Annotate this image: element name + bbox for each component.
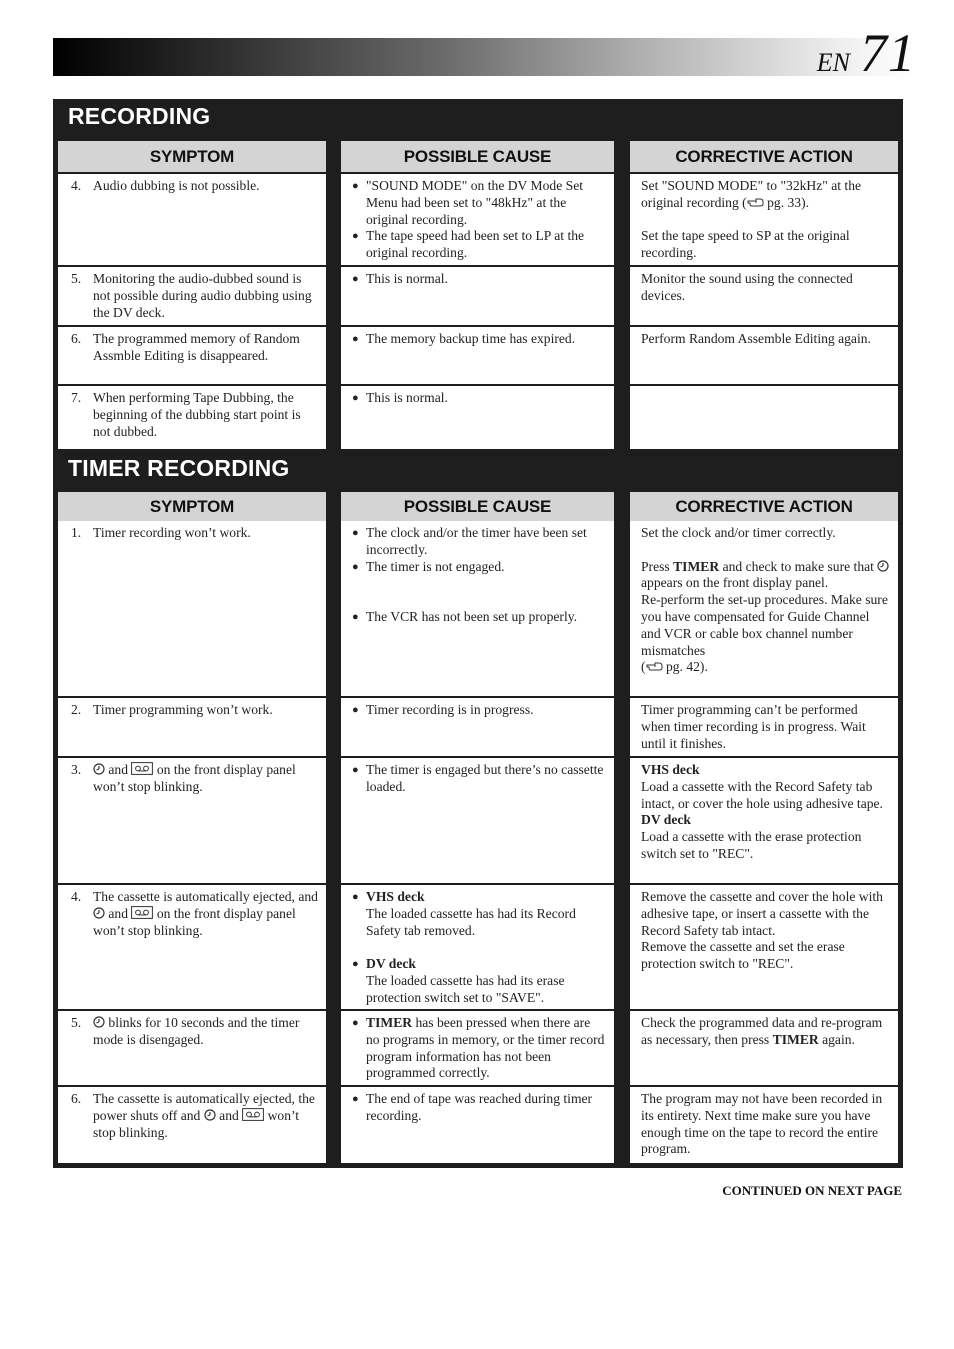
action-text (641, 178, 890, 212)
bullet-icon: ● (352, 704, 359, 716)
symptom-cell (58, 174, 326, 265)
action-text: ( pg. 42). (641, 659, 708, 675)
cause-cell (341, 521, 614, 696)
action-text: Set the clock and/or timer correctly. (641, 525, 836, 540)
cause-cell (341, 758, 614, 883)
header-symptom: SYMPTOM (58, 492, 326, 521)
cause-cell (341, 327, 614, 384)
action-cell (630, 327, 898, 384)
timer-recording-section (53, 451, 903, 1168)
cause-text: The memory backup time has expired. (366, 331, 576, 346)
action-text (641, 559, 890, 593)
clock-icon (204, 1109, 216, 1121)
pointing-hand-icon (646, 661, 663, 672)
page-reference: pg. 42). (665, 659, 708, 675)
action-text (641, 1015, 890, 1049)
section-title-timer-recording: TIMER RECORDING (68, 455, 290, 481)
action-cell (630, 698, 898, 756)
dv-deck-heading: DV deck (366, 956, 416, 972)
action-text-part: and check to make sure that (719, 558, 878, 574)
symptom-cell (58, 386, 326, 449)
cassette-icon (131, 906, 153, 919)
symptom-text (93, 762, 318, 796)
pointing-hand-icon (747, 197, 764, 208)
symptom-text-part: and (105, 905, 132, 921)
cause-text: This is normal. (366, 271, 448, 286)
cause-text-part: The loaded cassette has had its Record Safety tab removed. (366, 905, 576, 938)
action-text: Load a cassette with the erase protection switch set to "REC". (641, 829, 862, 861)
symptom-cell (58, 758, 326, 883)
symptom-text: Timer programming won’t work. (93, 702, 273, 717)
symptom-text: When performing Tape Dubbing, the beginning of the dubbing start point is not dubbed. (93, 390, 301, 439)
cause-text: The tape speed had been set to LP at the original recording. (366, 228, 585, 261)
cause-text: The timer is not engaged. (366, 558, 505, 574)
symptom-cell (58, 1011, 326, 1085)
bullet-icon: ● (352, 333, 359, 345)
symptom-text: Audio dubbing is not possible. (93, 178, 260, 193)
action-text-part: Check the programmed data and re-program as necessary, then press (641, 1015, 883, 1047)
symptom-cell (58, 885, 326, 1009)
bullet-icon: ● (352, 392, 359, 404)
vhs-deck-heading: VHS deck (366, 889, 425, 904)
cause-text (366, 956, 606, 1006)
symptom-text-part: The cassette is automatically ejected, and (93, 889, 318, 904)
symptom-text-part: and (219, 1107, 243, 1123)
action-cell (630, 521, 898, 696)
cause-text: The end of tape was reached during timer recording. (366, 1091, 593, 1123)
cassette-icon (131, 762, 153, 775)
row-number: 4. (71, 178, 82, 193)
header-corrective-action: CORRECTIVE ACTION (630, 141, 898, 172)
symptom-cell (58, 327, 326, 384)
symptom-text (93, 1015, 318, 1049)
cause-text-part: The loaded cassette has had its erase protection switch set to "SAVE". (366, 972, 565, 1005)
action-cell (630, 386, 898, 449)
header-gradient-bar (53, 38, 915, 76)
action-text-part: again. (818, 1031, 855, 1047)
page-reference: pg. 33). (767, 194, 810, 210)
symptom-text-part: and (105, 762, 132, 777)
clock-icon (93, 763, 105, 775)
bullet-icon: ● (352, 230, 359, 243)
symptom-cell (58, 698, 326, 756)
action-cell (630, 1087, 898, 1163)
cause-text (366, 1015, 606, 1082)
cause-text: The clock and/or the timer have been set incorrectly. (366, 525, 587, 557)
bullet-icon: ● (352, 560, 359, 573)
row-number: 7. (71, 390, 82, 405)
action-cell (630, 758, 898, 883)
timer-button-label: TIMER (772, 1031, 819, 1047)
clock-icon (93, 1016, 105, 1028)
action-text: Load a cassette with the Record Safety tab intact, or cover the hole using adhesive tape. (641, 778, 883, 811)
action-text-part: Set "SOUND MODE" to "32kHz" at the original recording ( (641, 178, 862, 210)
vhs-deck-heading: VHS deck (641, 762, 700, 777)
action-text: Set the tape speed to SP at the original recording. (641, 228, 850, 261)
symptom-text-part: The cassette is automatically ejected, the power shuts off and (93, 1091, 315, 1123)
timer-button-label: TIMER (366, 1015, 413, 1030)
clock-icon (93, 907, 105, 919)
header-possible-cause: POSSIBLE CAUSE (341, 492, 614, 521)
action-text: Remove the cassette and cover the hole with adhesive tape, or insert a cassette with the Record Safety tab intact. (641, 889, 883, 938)
symptom-text-part: blinks for 10 seconds and the timer mode is disengaged. (93, 1015, 300, 1047)
action-cell (630, 267, 898, 325)
header-symptom: SYMPTOM (58, 141, 326, 172)
recording-section (53, 99, 903, 451)
cause-cell (341, 267, 614, 325)
cause-text: The VCR has not been set up properly. (366, 608, 578, 624)
action-text-part: Press (641, 558, 674, 574)
action-cell (630, 174, 898, 265)
symptom-text: Timer recording won’t work. (93, 525, 251, 540)
row-number: 5. (71, 1015, 82, 1030)
bullet-icon: ● (352, 273, 359, 285)
cause-cell (341, 386, 614, 449)
cause-cell (341, 698, 614, 756)
dv-deck-heading: DV deck (641, 812, 691, 828)
action-text: Remove the cassette and set the erase protection switch to "REC". (641, 939, 845, 972)
action-text: The program may not have been recorded in its entirety. Next time make sure you have enough time on the tape to record the entire program. (641, 1091, 883, 1157)
cause-text: "SOUND MODE" on the DV Mode Set Menu had been set to "48kHz" at the original recording. (366, 178, 584, 227)
bullet-icon: ● (352, 527, 359, 539)
bullet-icon: ● (352, 958, 359, 971)
cause-cell (341, 174, 614, 265)
bullet-icon: ● (352, 891, 359, 903)
cause-text-part: has been pressed when there are no programs in memory, or the timer record program information has not been programmed correctly. (366, 1015, 605, 1081)
clock-icon (877, 560, 889, 572)
symptom-cell (58, 1087, 326, 1163)
symptom-text (93, 889, 318, 939)
cause-cell (341, 1087, 614, 1163)
symptom-text: The programmed memory of Random Assmble Editing is disappeared. (93, 331, 300, 363)
action-text: Monitor the sound using the connected devices. (641, 271, 853, 303)
header-corrective-action: CORRECTIVE ACTION (630, 492, 898, 521)
action-cell (630, 885, 898, 1009)
symptom-cell (58, 267, 326, 325)
row-number: 2. (71, 702, 82, 717)
page-number: 71 (860, 23, 916, 83)
cassette-icon (242, 1108, 264, 1121)
symptom-text (93, 1091, 318, 1141)
symptom-cell (58, 521, 326, 696)
bullet-icon: ● (352, 1017, 359, 1029)
symptom-text-part: won’t stop blinking. (93, 1107, 300, 1140)
cause-text: This is normal. (366, 390, 448, 405)
action-text-part: appears on the front display panel. (641, 575, 829, 591)
symptom-text: Monitoring the audio-dubbed sound is not possible during audio dubbing using the DV deck. (93, 271, 312, 320)
cause-text (366, 889, 606, 939)
row-number: 5. (71, 271, 82, 286)
symptom-text-part: on the front display panel won’t stop blinking. (93, 905, 296, 938)
bullet-icon: ● (352, 180, 359, 192)
row-number: 4. (71, 889, 82, 904)
row-number: 6. (71, 331, 82, 346)
timer-button-label: TIMER (673, 558, 720, 574)
section-title-recording: RECORDING (68, 103, 211, 129)
row-number: 3. (71, 762, 82, 777)
continued-on-next-page: CONTINUED ON NEXT PAGE (722, 1183, 902, 1198)
cause-cell (341, 1011, 614, 1085)
action-cell (630, 1011, 898, 1085)
cause-text: Timer recording is in progress. (366, 702, 534, 717)
cause-text: The timer is engaged but there’s no cassette loaded. (366, 762, 604, 794)
bullet-icon: ● (352, 1093, 359, 1105)
bullet-icon: ● (352, 764, 359, 776)
language-code: EN (816, 48, 850, 77)
cause-cell (341, 885, 614, 1009)
header-possible-cause: POSSIBLE CAUSE (341, 141, 614, 172)
row-number: 6. (71, 1091, 82, 1106)
row-number: 1. (71, 525, 82, 540)
symptom-text-part: on the front display panel won’t stop blinking. (93, 762, 296, 794)
action-text: Timer programming can’t be performed when timer recording is in progress. Wait until it finishes. (641, 702, 866, 751)
action-text: Re-perform the set-up procedures. Make sure you have compensated for Guide Channel and VCR or cable box channel number mismatches (641, 592, 888, 658)
page-number-block (816, 23, 916, 83)
action-text: Perform Random Assemble Editing again. (641, 331, 871, 346)
bullet-icon: ● (352, 610, 359, 623)
